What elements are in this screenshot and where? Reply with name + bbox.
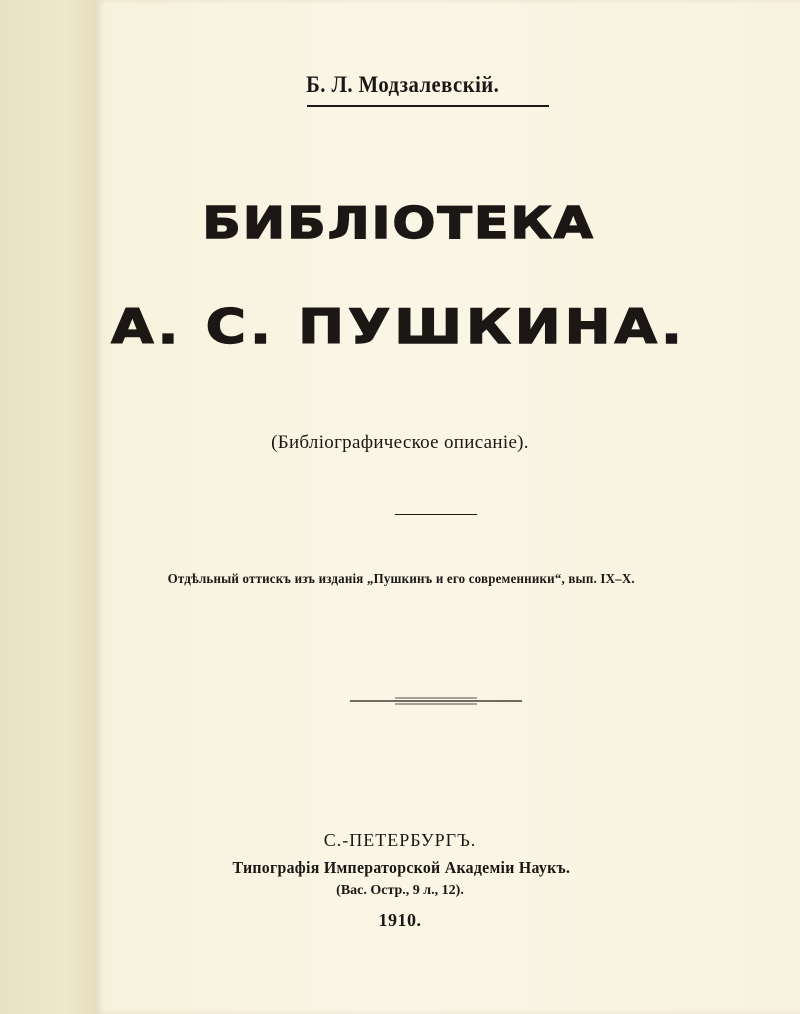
ornamental-rule [350,693,522,709]
imprint-year: 1910. [378,910,422,930]
separator-rule [395,514,477,515]
author-underline [307,105,549,107]
title-line-2: А. С. ПУШКИНА. [111,300,687,355]
imprint-press: Типографія Императорской Академіи Наукъ. [232,858,571,877]
imprint-address: (Вас. Остр., 9 л., 12). [336,883,464,898]
imprint-city: С.-ПЕТЕРБУРГЪ. [323,830,477,850]
author-name: Б. Л. Модзалевскій. [306,72,500,97]
subtitle: (Библіографическое описаніе). [271,432,529,453]
offprint-note: Отдѣльный оттискъ изъ изданія „Пушкинъ и его современники“, вып. IX–X. [167,571,635,586]
title-line-1: БИБЛІОТЕКА [202,198,595,249]
